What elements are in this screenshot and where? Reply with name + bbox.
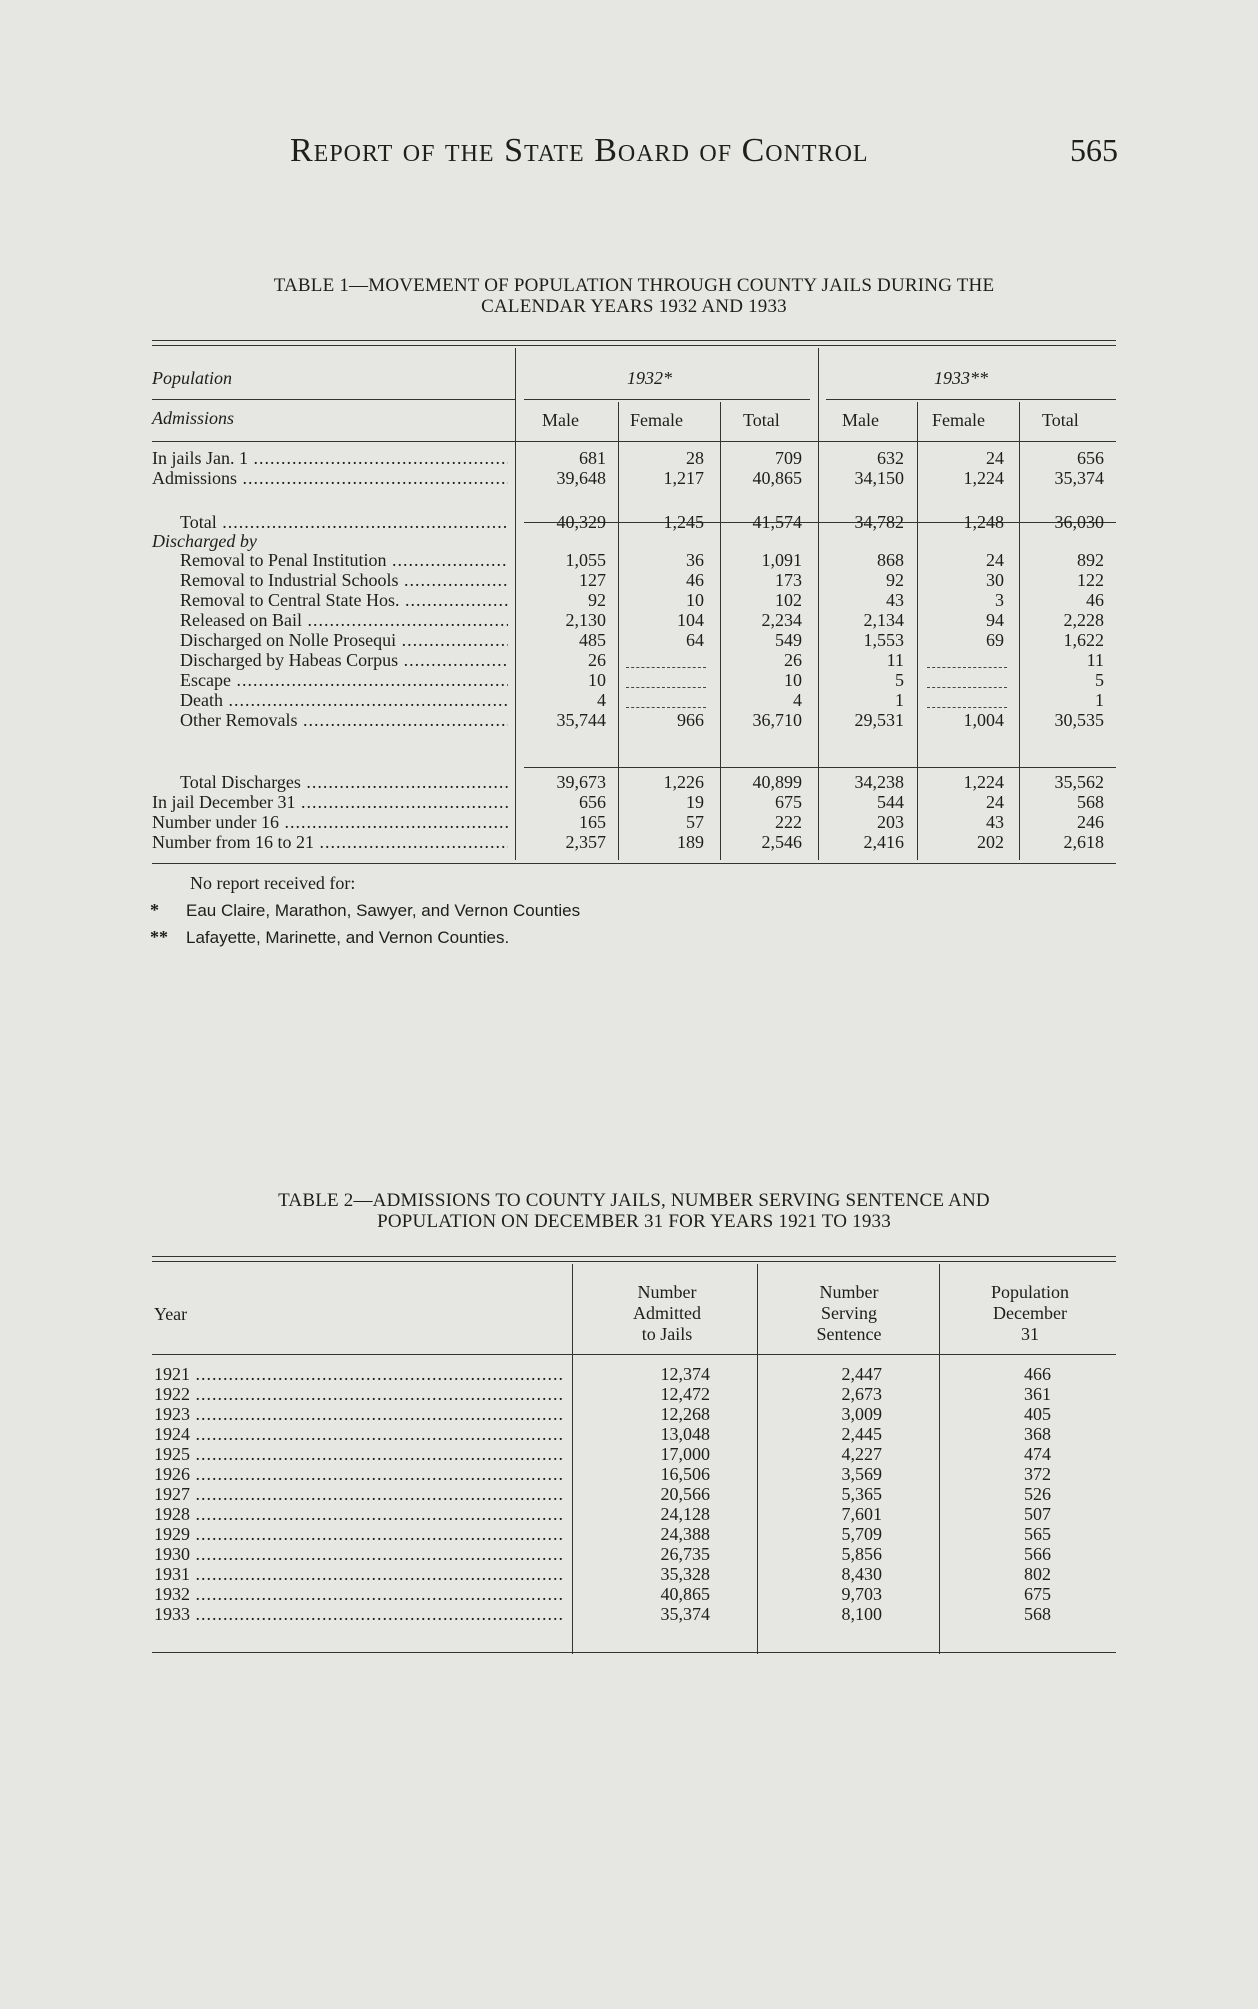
header-line: Number — [819, 1282, 879, 1302]
table2-serving: 4,227 — [841, 1444, 882, 1464]
note-double-star — [150, 924, 580, 951]
table1-cell: 966 — [677, 710, 704, 730]
table1-cell: 102 — [775, 590, 802, 610]
table1-cell: 1,055 — [565, 550, 606, 570]
table1-blank-dash — [927, 687, 1007, 688]
table2-population: 361 — [1024, 1384, 1051, 1404]
header-year-1933: 1933** — [934, 368, 988, 388]
header-line: Serving — [821, 1303, 877, 1323]
table2-caption-line1: TABLE 2—ADMISSIONS TO COUNTY JAILS, NUMBER SERVING SENTENCE AND — [278, 1190, 990, 1211]
table1-cell: 10 — [686, 590, 704, 610]
table1-cell: 11 — [886, 650, 904, 670]
table2-admitted: 13,048 — [660, 1424, 710, 1444]
table1-notes — [150, 870, 580, 951]
table1-cell: 24 — [986, 448, 1004, 468]
col-total-1933: Total — [1042, 410, 1079, 430]
table1-row-label: Admissions ..... — [152, 468, 508, 489]
table1 — [152, 340, 1116, 860]
table2-serving: 8,100 — [841, 1604, 882, 1624]
table1-cell: 34,238 — [854, 772, 904, 792]
table1-cell: 28 — [686, 448, 704, 468]
table2-serving: 2,445 — [841, 1424, 882, 1444]
column-rule — [618, 402, 619, 860]
table1-cell: 165 — [579, 812, 606, 832]
table1-cell: 544 — [877, 792, 904, 812]
table1-row-label: Removal to Central State Hos. ..... — [180, 590, 508, 611]
table1-cell: 46 — [686, 570, 704, 590]
table1-cell: 632 — [877, 448, 904, 468]
table1-cell: 189 — [677, 832, 704, 852]
table1-cell: 2,357 — [565, 832, 606, 852]
header-number-admitted — [582, 1282, 752, 1345]
table1-cell: 222 — [775, 812, 802, 832]
table1-cell: 5 — [895, 670, 904, 690]
table1-cell: 127 — [579, 570, 606, 590]
table1-cell: 2,618 — [1063, 832, 1104, 852]
table2-admitted: 24,128 — [660, 1504, 710, 1524]
note-text: Lafayette, Marinette, and Vernon Counties. — [186, 928, 510, 947]
header-line: Sentence — [816, 1324, 882, 1344]
table1-row-label: Other Removals ..... — [180, 710, 508, 731]
table1-cell: 11 — [1086, 650, 1104, 670]
table2-admitted: 12,374 — [660, 1364, 710, 1384]
col-male-1933: Male — [842, 410, 879, 430]
table1-cell: 656 — [1077, 448, 1104, 468]
table1-cell: 24 — [986, 792, 1004, 812]
table2-serving: 8,430 — [841, 1564, 882, 1584]
rule — [826, 399, 1116, 400]
table1-cell: 43 — [886, 590, 904, 610]
table2-population: 565 — [1024, 1524, 1051, 1544]
header-line: Population — [990, 1282, 1069, 1302]
table2-year: 1921 ..... — [154, 1364, 564, 1385]
table1-row-label: In jails Jan. 1 ..... — [152, 448, 508, 469]
table2-population: 474 — [1024, 1444, 1051, 1464]
table1-cell: 10 — [784, 670, 802, 690]
table1-cell: 24 — [986, 550, 1004, 570]
table1-row-label: Total ..... — [180, 512, 508, 533]
table1-cell: 36,030 — [1054, 512, 1104, 532]
column-rule — [572, 1264, 573, 1654]
table1-cell: 30,535 — [1054, 710, 1104, 730]
table1-blank-dash — [626, 687, 706, 688]
table1-cell: 1,224 — [963, 468, 1004, 488]
table1-row-label: Removal to Industrial Schools ..... — [180, 570, 508, 591]
table1-row-label: Discharged by — [152, 531, 257, 551]
col-total-1932: Total — [743, 410, 780, 430]
table1-cell: 5 — [1095, 670, 1104, 690]
table1-cell: 173 — [775, 570, 802, 590]
table1-cell: 10 — [588, 670, 606, 690]
column-rule — [939, 1264, 940, 1654]
rule — [152, 1354, 1116, 1355]
table2-year: 1930 ..... — [154, 1544, 564, 1565]
header-number-serving — [764, 1282, 934, 1345]
table2 — [152, 1256, 1116, 1656]
note-mark: ** — [150, 927, 168, 947]
table1-cell: 1 — [895, 690, 904, 710]
page-number: 565 — [1070, 132, 1118, 168]
table2-population: 675 — [1024, 1584, 1051, 1604]
table1-blank-dash — [927, 667, 1007, 668]
column-rule — [757, 1264, 758, 1654]
col-female-1932: Female — [630, 410, 683, 430]
table2-admitted: 35,374 — [660, 1604, 710, 1624]
table1-row-label: Discharged by Habeas Corpus ..... — [180, 650, 508, 671]
table2-population: 566 — [1024, 1544, 1051, 1564]
table1-cell: 35,562 — [1054, 772, 1104, 792]
table1-cell: 1,217 — [663, 468, 704, 488]
table1-row-label: Removal to Penal Institution ..... — [180, 550, 508, 571]
table1-cell: 549 — [775, 630, 802, 650]
table1-cell: 26 — [784, 650, 802, 670]
table1-cell: 1,622 — [1063, 630, 1104, 650]
rule — [152, 1652, 1116, 1653]
table1-cell: 64 — [686, 630, 704, 650]
table2-caption-line2: POPULATION ON DECEMBER 31 FOR YEARS 1921 TO 1933 — [377, 1211, 891, 1232]
table1-cell: 1,091 — [761, 550, 802, 570]
table2-year: 1931 ..... — [154, 1564, 564, 1585]
table1-cell: 35,744 — [556, 710, 606, 730]
table1-row-label: Escape ..... — [180, 670, 508, 691]
table1-caption-line2: CALENDAR YEARS 1932 AND 1933 — [481, 296, 787, 317]
table2-population: 372 — [1024, 1464, 1051, 1484]
header-line: to Jails — [641, 1324, 693, 1344]
table1-cell: 2,546 — [761, 832, 802, 852]
table1-cell: 57 — [686, 812, 704, 832]
table2-serving: 7,601 — [841, 1504, 882, 1524]
table1-cell: 2,130 — [565, 610, 606, 630]
table1-cell: 202 — [977, 832, 1004, 852]
table2-admitted: 40,865 — [660, 1584, 710, 1604]
table1-cell: 1,226 — [663, 772, 704, 792]
table1-cell: 35,374 — [1054, 468, 1104, 488]
column-rule — [1019, 402, 1020, 860]
header-line: Number — [637, 1282, 697, 1302]
rule — [152, 345, 1116, 346]
table1-cell: 485 — [579, 630, 606, 650]
table1-cell: 122 — [1077, 570, 1104, 590]
table1-cell: 41,574 — [752, 512, 802, 532]
col-female-1933: Female — [932, 410, 985, 430]
table2-serving: 9,703 — [841, 1584, 882, 1604]
note-text: Eau Claire, Marathon, Sawyer, and Vernon Counties — [186, 901, 581, 920]
table1-cell: 1,245 — [663, 512, 704, 532]
rule — [152, 399, 515, 400]
table1-blank-dash — [626, 667, 706, 668]
table2-admitted: 17,000 — [660, 1444, 710, 1464]
table1-cell: 92 — [588, 590, 606, 610]
table1-cell: 40,899 — [752, 772, 802, 792]
table2-population: 507 — [1024, 1504, 1051, 1524]
table2-population: 802 — [1024, 1564, 1051, 1584]
header-year-1932: 1932* — [627, 368, 672, 388]
table2-admitted: 35,328 — [660, 1564, 710, 1584]
table1-cell: 2,134 — [863, 610, 904, 630]
table1-cell: 1 — [1095, 690, 1104, 710]
table2-year: 1924 ..... — [154, 1424, 564, 1445]
table1-cell: 43 — [986, 812, 1004, 832]
table1-cell: 29,531 — [854, 710, 904, 730]
table2-serving: 5,856 — [841, 1544, 882, 1564]
table1-cell: 69 — [986, 630, 1004, 650]
table1-cell: 1,004 — [963, 710, 1004, 730]
table1-cell: 104 — [677, 610, 704, 630]
table2-admitted: 26,735 — [660, 1544, 710, 1564]
table2-admitted: 12,268 — [660, 1404, 710, 1424]
table1-row-label: Discharged on Nolle Prosequi ..... — [180, 630, 508, 651]
note-mark: * — [150, 900, 159, 920]
table1-blank-dash — [626, 707, 706, 708]
table1-cell: 94 — [986, 610, 1004, 630]
table1-row-label: Total Discharges ..... — [180, 772, 508, 793]
table2-year: 1928 ..... — [154, 1504, 564, 1525]
table2-year: 1929 ..... — [154, 1524, 564, 1545]
table1-caption-line1: TABLE 1—MOVEMENT OF POPULATION THROUGH COUNTY JAILS DURING THE — [273, 275, 995, 296]
column-rule — [818, 348, 819, 860]
table2-serving: 2,447 — [841, 1364, 882, 1384]
table1-cell: 26 — [588, 650, 606, 670]
table2-year: 1933 ..... — [154, 1604, 564, 1625]
table2-population: 405 — [1024, 1404, 1051, 1424]
table2-year: 1923 ..... — [154, 1404, 564, 1425]
table1-cell: 36 — [686, 550, 704, 570]
header-line: 31 — [1021, 1324, 1039, 1344]
table1-blank-dash — [927, 707, 1007, 708]
table2-year: 1922 ..... — [154, 1384, 564, 1405]
rule — [152, 863, 1116, 864]
table2-serving: 3,009 — [841, 1404, 882, 1424]
table2-population: 466 — [1024, 1364, 1051, 1384]
column-rule — [917, 402, 918, 860]
table1-cell: 1,553 — [863, 630, 904, 650]
table2-year: 1926 ..... — [154, 1464, 564, 1485]
column-rule — [515, 348, 516, 860]
table1-cell: 709 — [775, 448, 802, 468]
rule — [152, 340, 1116, 341]
table1-cell: 2,416 — [863, 832, 904, 852]
table1-row-label: Number under 16 ..... — [152, 812, 508, 833]
table2-serving: 5,709 — [841, 1524, 882, 1544]
table1-cell: 246 — [1077, 812, 1104, 832]
header-admissions: Admissions — [152, 408, 235, 428]
table2-population: 568 — [1024, 1604, 1051, 1624]
table2-year: 1927 ..... — [154, 1484, 564, 1505]
table1-cell: 30 — [986, 570, 1004, 590]
rule — [524, 767, 1116, 768]
table2-admitted: 20,566 — [660, 1484, 710, 1504]
rule — [524, 522, 1116, 523]
table1-cell: 2,234 — [761, 610, 802, 630]
table1-cell: 36,710 — [752, 710, 802, 730]
table2-population: 526 — [1024, 1484, 1051, 1504]
table1-cell: 568 — [1077, 792, 1104, 812]
column-rule — [720, 402, 721, 860]
table1-cell: 39,673 — [556, 772, 606, 792]
rule — [152, 1261, 1116, 1262]
table1-cell: 1,224 — [963, 772, 1004, 792]
table1-cell: 3 — [995, 590, 1004, 610]
table1-cell: 40,865 — [752, 468, 802, 488]
table1-cell: 1,248 — [963, 512, 1004, 532]
table2-serving: 2,673 — [841, 1384, 882, 1404]
table1-cell: 2,228 — [1063, 610, 1104, 630]
table1-row-label: Released on Bail ..... — [180, 610, 508, 631]
table2-admitted: 24,388 — [660, 1524, 710, 1544]
table1-cell: 46 — [1086, 590, 1104, 610]
table1-cell: 681 — [579, 448, 606, 468]
table2-year: 1932 ..... — [154, 1584, 564, 1605]
note-single-star — [150, 897, 580, 924]
table2-admitted: 16,506 — [660, 1464, 710, 1484]
table1-cell: 656 — [579, 792, 606, 812]
table1-cell: 40,329 — [556, 512, 606, 532]
notes-intro: No report received for: — [190, 873, 356, 893]
table1-cell: 868 — [877, 550, 904, 570]
header-line: Admitted — [633, 1303, 701, 1323]
table1-cell: 34,150 — [854, 468, 904, 488]
table1-cell: 4 — [793, 690, 802, 710]
table1-row-label: In jail December 31 ..... — [152, 792, 508, 813]
table2-caption — [150, 1190, 1118, 1232]
table1-cell: 203 — [877, 812, 904, 832]
header-year: Year — [154, 1304, 188, 1324]
table1-caption — [150, 275, 1118, 317]
table2-serving: 5,365 — [841, 1484, 882, 1504]
table1-cell: 39,648 — [556, 468, 606, 488]
header-population: Population — [152, 368, 232, 388]
table1-cell: 92 — [886, 570, 904, 590]
header-line: December — [993, 1303, 1067, 1323]
rule — [152, 1256, 1116, 1257]
col-male-1932: Male — [542, 410, 579, 430]
table2-population: 368 — [1024, 1424, 1051, 1444]
table1-cell: 675 — [775, 792, 802, 812]
table1-row-label: Death ..... — [180, 690, 508, 711]
header-population-december — [944, 1282, 1116, 1345]
rule — [524, 399, 810, 400]
page-header — [150, 132, 1118, 172]
running-title: Report of the State Board of Control — [290, 132, 869, 169]
table2-serving: 3,569 — [841, 1464, 882, 1484]
table1-cell: 19 — [686, 792, 704, 812]
table2-admitted: 12,472 — [660, 1384, 710, 1404]
table1-cell: 4 — [597, 690, 606, 710]
table1-cell: 892 — [1077, 550, 1104, 570]
table1-cell: 34,782 — [854, 512, 904, 532]
rule — [152, 441, 1116, 442]
table2-year: 1925 ..... — [154, 1444, 564, 1465]
table1-row-label: Number from 16 to 21 ..... — [152, 832, 508, 853]
